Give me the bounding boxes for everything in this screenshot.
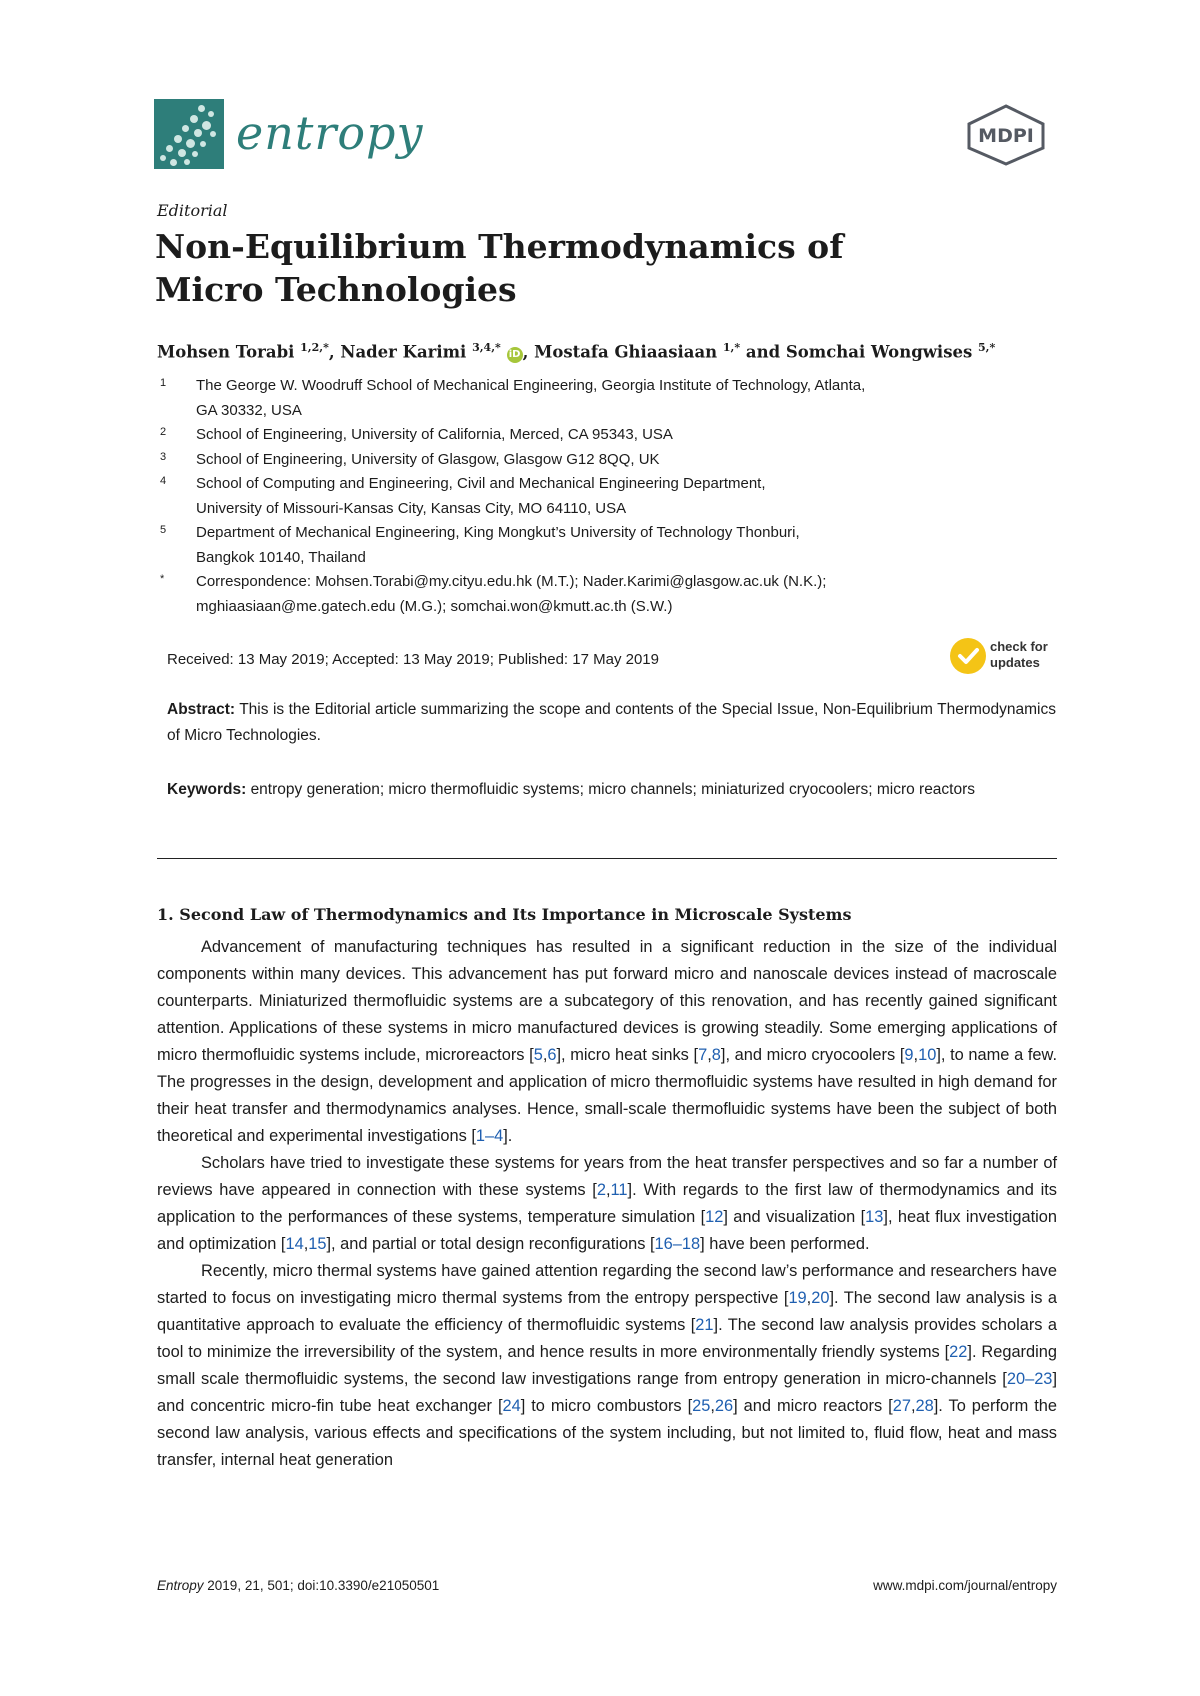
citation-link[interactable]: 27 <box>892 1397 911 1415</box>
author-list <box>157 341 995 363</box>
citation-link[interactable]: 2 <box>596 1181 606 1199</box>
citation-link[interactable]: 12 <box>705 1208 724 1226</box>
affiliation-item <box>160 472 1060 521</box>
affiliation-text <box>196 423 1060 448</box>
affiliation-text <box>196 570 1060 619</box>
divider <box>157 858 1057 859</box>
affiliation-line: University of Missouri-Kansas City, Kansas City, MO 64110, USA <box>196 499 627 517</box>
abstract-label: Abstract: <box>167 701 236 718</box>
body-text-run: , <box>710 1397 715 1415</box>
citation-link[interactable]: 10 <box>918 1046 937 1064</box>
affiliation-line: School of Computing and Engineering, Civil and Mechanical Engineering Department, <box>196 475 766 492</box>
author-affiliation-marks: 3,4,* <box>472 341 501 354</box>
body-text-run: ]. With regards to the first law of thermodynamics and its application to the performances of these systems, temperature simulation [ <box>157 1181 1057 1226</box>
check-for-updates-badge[interactable] <box>950 638 1060 678</box>
body-text-run: , <box>913 1046 919 1064</box>
author-affiliation-marks: 1,2,* <box>300 341 329 354</box>
mdpi-logo-text: MDPI <box>978 125 1034 147</box>
citation-link[interactable]: 22 <box>949 1343 968 1361</box>
citation-link[interactable]: 20–23 <box>1006 1370 1053 1388</box>
citation-link[interactable]: 25 <box>692 1397 711 1415</box>
body-text-run: ] and micro reactors [ <box>733 1397 893 1415</box>
affiliation-number: * <box>160 573 165 585</box>
check-text-line-1: check for <box>990 639 1048 654</box>
affiliation-text <box>196 521 1060 570</box>
body-text-run: ] and visualization [ <box>723 1208 866 1226</box>
author-separator: , <box>522 342 535 362</box>
author-affiliation-marks: 5,* <box>978 341 996 354</box>
citation-link[interactable]: 15 <box>308 1235 327 1253</box>
body-text-run: ], to name a few. The progresses in the design, development and application of micro thermofluidic systems have resulted in high demand for their heat transfer and thermodynamics analyses. Hence, small-scale thermofluidic systems have been the subject of both theoretical and experimental investigations [ <box>157 1046 1057 1145</box>
affiliation-line: School of Engineering, University of California, Merced, CA 95343, USA <box>196 426 673 443</box>
citation-link[interactable]: 8 <box>711 1046 721 1064</box>
abstract <box>167 697 1056 749</box>
affiliation-text <box>196 374 1060 423</box>
title-line-1: Non-Equilibrium Thermodynamics of <box>155 227 844 266</box>
body-text-run: , <box>605 1181 611 1199</box>
citation-link[interactable]: 16–18 <box>654 1235 701 1253</box>
citation-link[interactable]: 26 <box>714 1397 734 1415</box>
body-text-run: ] and concentric micro-fin tube heat exchanger [ <box>157 1370 1057 1415</box>
affiliation-number: 4 <box>160 475 167 487</box>
body-paragraph <box>157 934 1057 1150</box>
body-text-run: Advancement of manufacturing techniques has resulted in a significant reduction in the size of the individual components within many devices. This advancement has put forward micro and nanoscale devices instead of macroscale counterparts. Miniaturized thermofluidic systems are a subcategory of this renovation, and has recently gained significant attention. Applications of these systems in micro manufactured devices is growing steadily. Some emerging applications of micro thermofluidic systems include, microreactors [ <box>157 938 1057 1064</box>
journal-logo-icon <box>154 99 224 169</box>
body-text-run: ]. The second law analysis is a quantitative approach to evaluate the efficiency of thermofluidic systems [ <box>157 1289 1057 1334</box>
citation-link[interactable]: 9 <box>904 1046 914 1064</box>
citation-link[interactable]: 7 <box>698 1046 708 1064</box>
body-text-run: Scholars have tried to investigate these systems for years from the heat transfer perspectives and so far a number of reviews have appeared in connection with these systems [ <box>157 1154 1057 1199</box>
citation-link[interactable]: 5 <box>533 1046 543 1064</box>
body-text-run: ]. Regarding small scale thermofluidic systems, the second law investigations range from entropy generation in micro-channels [ <box>157 1343 1058 1388</box>
body-text-run: ]. The second law analysis provides scholars a tool to minimize the irreversibility of the system, and hence results in more environmentally friendly systems [ <box>157 1316 1057 1361</box>
body-text-run: ], micro heat sinks [ <box>556 1046 699 1064</box>
affiliation-line: mghiaasiaan@me.gatech.edu (M.G.); somchai.won@kmutt.ac.th (S.W.) <box>196 597 673 615</box>
body-paragraph <box>157 1258 1057 1474</box>
section-heading: 1. Second Law of Thermodynamics and Its Importance in Microscale Systems <box>157 905 852 924</box>
journal-name: entropy <box>236 106 424 160</box>
affiliation-text <box>196 448 1060 473</box>
body-text-run: ]. To perform the second law analysis, various effects and specifications of the system including, but not limited to, fluid flow, heat and mass transfer, internal heat generation <box>157 1397 1057 1469</box>
affiliation-item <box>160 448 1060 473</box>
body-text-run: , <box>910 1397 916 1415</box>
author-separator: , <box>328 342 341 362</box>
author-name: Mohsen Torabi <box>157 342 295 362</box>
mdpi-logo-icon <box>965 104 1047 166</box>
author-name: Mostafa Ghiaasiaan <box>534 342 718 362</box>
citation-link[interactable]: 13 <box>865 1208 884 1226</box>
body-text-run: ], and micro cryocoolers [ <box>720 1046 905 1064</box>
body-text-run: ]. <box>503 1127 513 1145</box>
affiliation-item <box>160 374 1060 423</box>
affiliation-number: 5 <box>160 524 167 536</box>
body-text-run: Recently, micro thermal systems have gained attention regarding the second law’s performance and researchers have started to focus on investigating micro thermal systems from the entropy perspective [ <box>157 1262 1057 1307</box>
author-separator: and <box>740 342 786 362</box>
section-body <box>157 934 1057 1474</box>
affiliation-line: Department of Mechanical Engineering, King Mongkut’s University of Technology Thonburi, <box>196 524 800 541</box>
orcid-icon[interactable]: iD <box>507 347 523 363</box>
affiliation-line: Correspondence: Mohsen.Torabi@my.cityu.edu.hk (M.T.); Nader.Karimi@glasgow.ac.uk (N.K.); <box>196 573 827 590</box>
body-text-run: ], heat flux investigation and optimization [ <box>157 1208 1058 1253</box>
body-text-run: ] to micro combustors [ <box>520 1397 693 1415</box>
affiliation-item <box>160 570 1060 619</box>
footer-citation <box>157 1578 439 1593</box>
citation-link[interactable]: 14 <box>285 1235 304 1253</box>
body-text-run: , <box>707 1046 712 1064</box>
article-type: Editorial <box>157 201 228 220</box>
affiliation-item <box>160 423 1060 448</box>
affiliation-list <box>160 374 1060 619</box>
body-paragraph <box>157 1150 1057 1258</box>
body-text-run: , <box>806 1289 812 1307</box>
citation-link[interactable]: 28 <box>915 1397 934 1415</box>
affiliation-text <box>196 472 1060 521</box>
author-affiliation-marks: 1,* <box>722 341 741 354</box>
body-text-run: , <box>303 1235 309 1253</box>
body-text-run: ] have been performed. <box>700 1235 870 1253</box>
affiliation-line: The George W. Woodruff School of Mechanical Engineering, Georgia Institute of Technology, Atlanta, <box>196 377 866 394</box>
abstract-text: This is the Editorial article summarizing the scope and contents of the Special Issue, Non-Equilibrium Thermodynamics of Micro Technologies. <box>167 701 1056 744</box>
keywords-text: entropy generation; micro thermofluidic systems; micro channels; miniaturized cryocoolers; micro reactors <box>250 781 976 798</box>
keywords-label: Keywords: <box>167 781 247 798</box>
citation-link[interactable]: 11 <box>610 1181 628 1199</box>
footer-url[interactable]: www.mdpi.com/journal/entropy <box>873 1578 1057 1593</box>
paper-title <box>155 225 1055 311</box>
citation-link[interactable]: 6 <box>547 1046 557 1064</box>
citation-link[interactable]: 20 <box>811 1289 830 1307</box>
affiliation-line: Bangkok 10140, Thailand <box>196 548 366 566</box>
affiliation-number: 2 <box>160 426 167 438</box>
keywords <box>167 777 1056 803</box>
check-icon <box>950 638 986 674</box>
affiliation-number: 3 <box>160 450 167 463</box>
check-text-line-2: updates <box>990 655 1040 670</box>
affiliation-number: 1 <box>160 377 167 389</box>
footer-citation-text: 2019, 21, 501; doi:10.3390/e21050501 <box>203 1578 440 1593</box>
affiliation-line: GA 30332, USA <box>196 401 302 419</box>
author-name: Nader Karimi <box>340 342 467 362</box>
citation-link[interactable]: 21 <box>695 1316 714 1334</box>
body-text-run: ], and partial or total design reconfigurations [ <box>326 1235 655 1253</box>
body-text-run: , <box>542 1046 548 1064</box>
affiliation-line: School of Engineering, University of Glasgow, Glasgow G12 8QQ, UK <box>196 450 660 468</box>
citation-link[interactable]: 24 <box>502 1397 521 1415</box>
citation-link[interactable]: 19 <box>788 1289 807 1307</box>
author-name: Somchai Wongwises <box>785 342 973 362</box>
title-line-2: Micro Technologies <box>155 270 517 309</box>
publication-dates: Received: 13 May 2019; Accepted: 13 May 2019; Published: 17 May 2019 <box>167 651 659 668</box>
citation-link[interactable]: 1–4 <box>475 1127 504 1145</box>
footer-journal: Entropy <box>157 1578 204 1593</box>
affiliation-item <box>160 521 1060 570</box>
